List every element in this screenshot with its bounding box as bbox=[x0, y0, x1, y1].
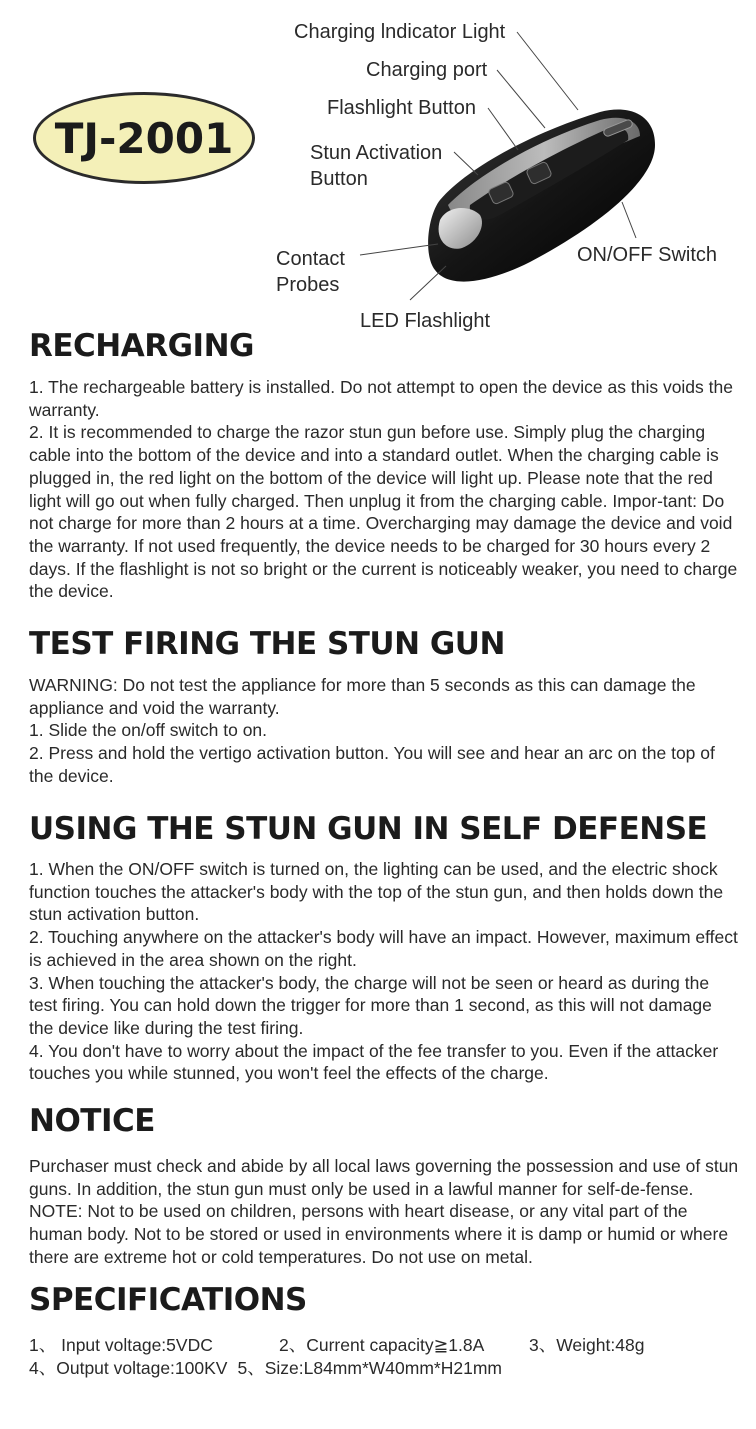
recharging-paragraph: 2. It is recommended to charge the razor stun gun before use. Simply plug the charging cable into the bottom of the device and into a standard outlet. When the charging cable is plugged in, the red light on the bottom of the device will light up. Please note that the red light will go out when fully charged. Then unplug it from the charging cable. Impor-tant: Do not charge for more than 2 hours at a time. Overcharging may damage the device and void the warranty. If not used frequently, the device needs to be charged for 30 hours every 2 days. If the flashlight is not so bright or the current is noticeably weaker, you need to charge the device. bbox=[29, 422, 738, 602]
test-firing-paragraph: 1. Slide the on/off switch to on. bbox=[29, 720, 268, 741]
model-badge bbox=[33, 92, 255, 184]
callout-led-flashlight: LED Flashlight bbox=[360, 310, 491, 332]
section-title-specifications: SPECIFICATIONS bbox=[29, 1282, 307, 1318]
test-firing-paragraph: WARNING: Do not test the appliance for more than 5 seconds as this can damage the appliance and void the warranty. bbox=[29, 675, 696, 718]
section-title-test-firing: TEST FIRING THE STUN GUN bbox=[29, 626, 505, 662]
self-defense-paragraph: 3. When touching the attacker's body, the charge will not be seen or heard as during the test firing. You can hold down the trigger for more than 1 second, as this will not damage the device like during the test firing. bbox=[29, 972, 712, 1038]
self-defense-paragraph: 2. Touching anywhere on the attacker's body will have an impact. However, maximum effect is achieved in the area shown on the right. bbox=[29, 927, 738, 970]
self-defense-text bbox=[29, 858, 741, 1085]
recharging-text bbox=[29, 376, 741, 603]
test-firing-text bbox=[29, 674, 741, 788]
spec-input-voltage: 1、 Input voltage:5VDC bbox=[29, 1335, 213, 1355]
notice-paragraph: Purchaser must check and abide by all local laws governing the possession and use of stun guns. In addition, the stun gun must only be used in a lawful manner for self-de-fense. NOTE: Not to be used on children, persons with heart disease, or any vital part of the human body. Not to be stored or used in environments where it is damp or humid or where there are extreme hot or cold temperatures. Do not use on metal. bbox=[29, 1156, 739, 1267]
self-defense-paragraph: 4. You don't have to worry about the impact of the fee transfer to you. Even if the attacker touches you while stunned, you won't feel the effects of the charge. bbox=[29, 1040, 719, 1084]
callout-charging-port: Charging port bbox=[366, 59, 488, 81]
model-name: TJ-2001 bbox=[54, 113, 234, 163]
section-title-self-defense: USING THE STUN GUN IN SELF DEFENSE bbox=[29, 811, 708, 847]
spec-size: 5、Size:L84mm*W40mm*H21mm bbox=[237, 1358, 502, 1378]
spec-current-capacity: 2、Current capacity≧1.8A bbox=[279, 1335, 485, 1355]
notice-text bbox=[29, 1155, 741, 1269]
self-defense-paragraph: 1. When the ON/OFF switch is turned on, the lighting can be used, and the electric shock function touches the attacker's body with the top of the stun gun, and then holds down the stun activation button. bbox=[29, 859, 724, 925]
spec-row-2 bbox=[29, 1357, 502, 1380]
callout-charging-indicator: Charging lndicator Light bbox=[294, 21, 506, 43]
callout-flashlight-button: Flashlight Button bbox=[327, 97, 476, 119]
callout-contact-probes: Contact Probes bbox=[276, 248, 345, 296]
section-title-recharging: RECHARGING bbox=[29, 328, 254, 364]
test-firing-paragraph: 2. Press and hold the vertigo activation button. You will see and hear an arc on the top of the device. bbox=[29, 743, 715, 786]
section-title-notice: NOTICE bbox=[29, 1103, 155, 1139]
callout-on-off-switch: ON/OFF Switch bbox=[577, 244, 718, 266]
spec-weight: 3、Weight:48g bbox=[529, 1335, 645, 1355]
spec-row-1 bbox=[29, 1334, 644, 1357]
callout-stun-activation: Stun Activation Button bbox=[310, 142, 443, 190]
recharging-paragraph: 1. The rechargeable battery is installed. Do not attempt to open the device as this voids the warranty. bbox=[29, 377, 733, 420]
spec-output-voltage: 4、Output voltage:100KV bbox=[29, 1358, 228, 1378]
